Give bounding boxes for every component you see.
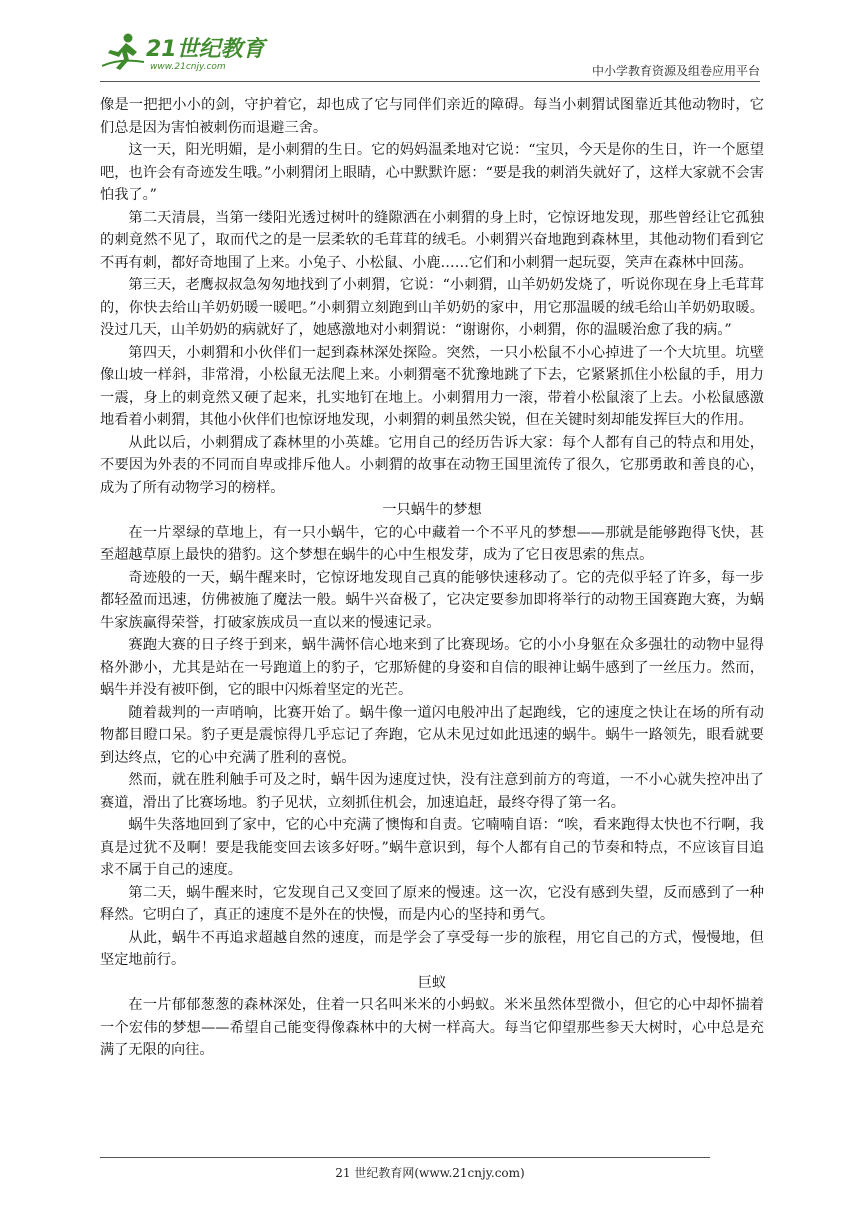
story-title-ant: 巨蚁 [417, 974, 447, 991]
paragraph: 像是一把把小小的剑，守护着它，却也成了它与同伴们亲近的障碍。每当小刺猬试图靠近其他动物时，它们总是因为害怕被刺伤而退避三舍。 [100, 97, 764, 136]
page-footer: 21 世纪教育网(www.21cnjy.com) [335, 1166, 525, 1180]
paragraph: 这一天，阳光明媚，是小刺猬的生日。它的妈妈温柔地对它说：“宝贝，今天是你的生日，许一个愿望吧，也许会有奇迹发生哦。”小刺猬闭上眼睛，心中默默许愿：“要是我的刺消失就好了，这样大家就不会害怕我了。” [100, 142, 764, 203]
paragraph: 在一片郁郁葱葱的森林深处，住着一只名叫米米的小蚂蚁。米米虽然体型微小，但它的心中却怀揣着一个宏伟的梦想——希望自己能变得像森林中的大树一样高大。每当它仰望那些参天大树时，心中总是充满了无限的向往。 [100, 997, 764, 1058]
paragraph: 奇迹般的一天，蜗牛醒来时，它惊讶地发现自己真的能够快速移动了。它的壳似乎轻了许多，每一步都轻盈而迅速，仿佛被施了魔法一般。蜗牛兴奋极了，它决定要参加即将举行的动物王国赛跑大赛，为蜗牛家族赢得荣誉，打破家族成员一直以来的慢速记录。 [100, 569, 764, 631]
paragraph: 从此以后，小刺猬成了森林里的小英雄。它用自己的经历告诉大家：每个人都有自己的特点和用处，不要因为外表的不同而自卑或排斥他人。小刺猬的故事在动物王国里流传了很久，它那勇敢和善良的心，成为了所有动物学习的榜样。 [100, 434, 764, 496]
paragraph: 赛跑大赛的日子终于到来，蜗牛满怀信心地来到了比赛现场。它的小小身躯在众多强壮的动物中显得格外渺小，尤其是站在一号跑道上的豹子，它那矫健的身姿和自信的眼神让蜗牛感到了一丝压力。然而，蜗牛并没有被吓倒，它的眼中闪烁着坚定的光芒。 [100, 637, 764, 698]
story-title-snail: 一只蜗牛的梦想 [382, 502, 482, 518]
paragraph: 第二天清晨，当第一缕阳光透过树叶的缝隙洒在小刺猬的身上时，它惊讶地发现，那些曾经让它孤独的刺竟然不见了，取而代之的是一层柔软的毛茸茸的绒毛。小刺猬兴奋地跑到森林里，其他动物们看到它不再有刺，都好奇地围了上来。小兔子、小松鼠、小鹿……它们和小刺猬一起玩耍，笑声在森林中回荡。 [100, 209, 764, 271]
paragraph: 第四天，小刺猬和小伙伴们一起到森林深处探险。突然，一只小松鼠不小心掉进了一个大坑里。坑壁像山坡一样斜，非常滑，小松鼠无法爬上来。小刺猬毫不犹豫地跳了下去，它紧紧抓住小松鼠的手，用力一震，身上的刺竟然又硬了起来，扎实地钉在地上。小刺猬用力一滚，带着小松鼠滚了上去。小松鼠感激地看着小刺猬，其他小伙伴们也惊讶地发现，小刺猬的刺虽然尖锐，但在关键时刻却能发挥巨大的作用。 [100, 344, 764, 428]
runner-logo-icon [102, 32, 144, 72]
paragraph: 在一片翠绿的草地上，有一只小蜗牛，它的心中藏着一个不平凡的梦想——那就是能够跑得飞快，甚至超越草原上最快的猎豹。这个梦想在蜗牛的心中生根发芽，成为了它日夜思索的焦点。 [100, 524, 764, 563]
paragraph: 第三天，老鹰叔叔急匆匆地找到了小刺猬，它说：“小刺猬，山羊奶奶发烧了，听说你现在身上毛茸茸的，你快去给山羊奶奶暖一暖吧。”小刺猬立刻跑到山羊奶奶的家中，用它那温暖的绒毛给山羊奶奶取暖。没过几天，山羊奶奶的病就好了，她感激地对小刺猬说：“谢谢你，小刺猬，你的温暖治愈了我的病。” [100, 277, 764, 338]
article-body [100, 94, 764, 1062]
paragraph: 从此，蜗牛不再追求超越自然的速度，而是学会了享受每一步的旅程，用它自己的方式，慢慢地，但坚定地前行。 [100, 929, 764, 968]
paragraph: 第二天，蜗牛醒来时，它发现自己又变回了原来的慢速。这一次，它没有感到失望，反而感到了一种释然。它明白了，真正的速度不是外在的快慢，而是内心的坚持和勇气。 [100, 884, 764, 923]
logo [100, 26, 300, 78]
paragraph: 然而，就在胜利触手可及之时，蜗牛因为速度过快，没有注意到前方的弯道，一不小心就失控冲出了赛道，滑出了比赛场地。豹子见状，立刻抓住机会，加速追赶，最终夺得了第一名。 [100, 772, 764, 811]
logo-main-text: 21世纪教育 [146, 37, 265, 62]
logo-sub-text: www.21cnjy.com [150, 62, 226, 72]
page-header [100, 26, 760, 80]
footer-divider [100, 1157, 710, 1158]
paragraph: 随着裁判的一声哨响，比赛开始了。蜗牛像一道闪电般冲出了起跑线，它的速度之快让在场的所有动物都目瞪口呆。豹子更是震惊得几乎忘记了奔跑，它从未见过如此迅速的蜗牛。蜗牛一路领先，眼看就要到达终点，它的心中充满了胜利的喜悦。 [100, 704, 764, 766]
header-platform-text: 中小学教育资源及组卷应用平台 [591, 64, 760, 78]
header-divider [100, 81, 760, 82]
paragraph: 蜗牛失落地回到了家中，它的心中充满了懊悔和自责。它喃喃自语：“唉，看来跑得太快也不行啊，我真是过犹不及啊！要是我能变回去该多好呀。”蜗牛意识到，每个人都有自己的节奏和特点，不应该盲目追求不属于自己的速度。 [100, 817, 764, 878]
